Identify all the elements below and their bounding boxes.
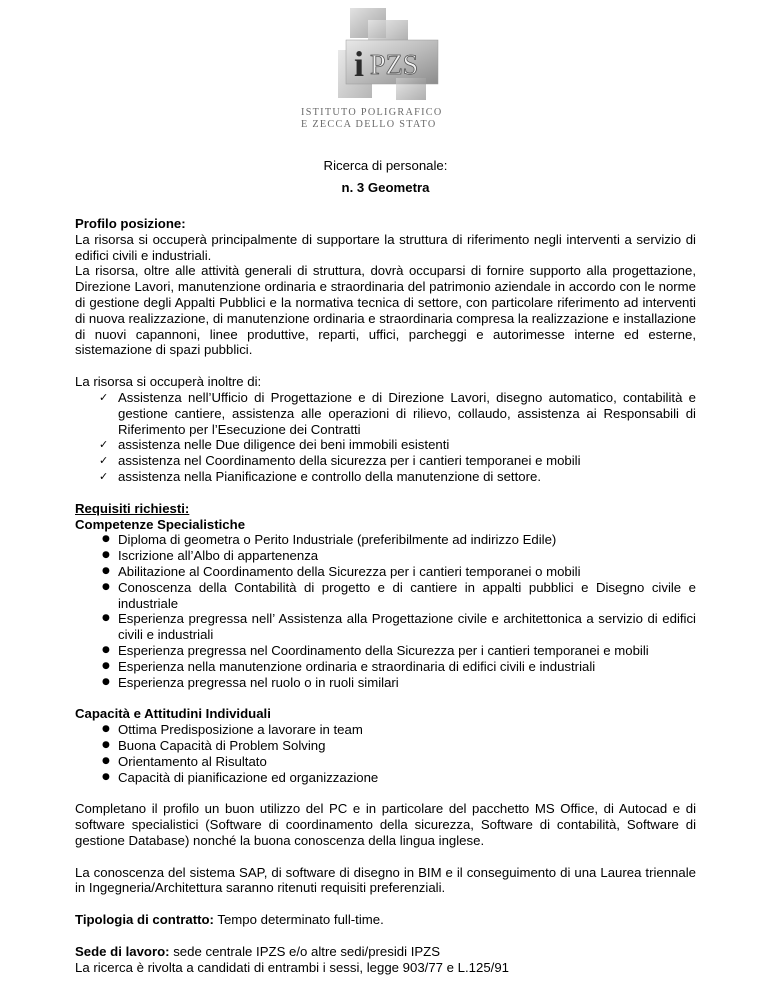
list-item: ● Esperienza pregressa nel Coordinamento della Sicurezza per i cantieri temporanei e mobili (102, 642, 649, 658)
check-icon: ✓ (99, 438, 109, 452)
check-icon: ✓ (99, 454, 109, 468)
bullet-icon: ● (102, 565, 110, 576)
list-item: ✓ Assistenza nell’Ufficio di Progettazione e di Direzione Lavori, disegno automatico, contabilità e gestione cantiere, assistenza alle operazioni di rilievo, collaudo, assistenza ai Responsabili di Riferimento per l’Esecuzione dei Contratti (99, 389, 696, 437)
profile-paragraph-2: La risorsa, oltre alle attività generali di struttura, dovrà occuparsi di fornire supporto alla progettazione, Direzione Lavori, manutenzione ordinaria e straordinaria del patrimonio aziendale in accordo con le norme di gestione degli Appalti Pubblici e la normativa tecnica di settore, con particolare riferimento ad interventi di nuova realizzazione, di manutenzione ordinaria e straordinaria compresa la realizzazione e installazione di nuovi capannoni, linee produttive, reparti, uffici, parcheggi e autorimesse interne ed esterne, sistemazione di spazi pubblici. (75, 263, 696, 358)
contract-line (75, 912, 696, 928)
bullet-icon: ● (102, 660, 110, 671)
list-item: ● Iscrizione all’Albo di appartenenza (102, 548, 319, 564)
ipzs-logo-mark (334, 6, 444, 102)
bullet-icon: ● (102, 724, 110, 735)
bullet-icon: ● (102, 613, 110, 624)
extra-paragraph-1: Completano il profilo un buon utilizzo del PC e in particolare del pacchetto MS Office, di Autocad e di software specialistici (Software di coordinamento della sicurezza, Software di contabilità, Software di gestione Database) nonché la buona conoscenza della lingua inglese. (75, 801, 696, 848)
check-icon: ✓ (99, 469, 109, 483)
list-item: ✓ assistenza nelle Due diligence dei beni immobili esistenti (99, 437, 450, 453)
tasks-list (75, 390, 696, 485)
list-item: ✓ assistenza nella Pianificazione e controllo della manutenzione di settore. (99, 468, 541, 484)
logo-name-line1: ISTITUTO POLIGRAFICO (301, 107, 443, 118)
list-item: ✓ assistenza nel Coordinamento della sicurezza per i cantieri temporanei e mobili (99, 453, 581, 469)
svg-text:PZS: PZS (370, 50, 419, 81)
list-item: ● Orientamento al Risultato (102, 753, 267, 769)
list-item: ● Conoscenza della Contabilità di progetto e di cantiere in appalti pubblici e Disegno civile e industriale (102, 579, 696, 611)
individual-heading: Capacità e Attitudini Individuali (75, 706, 271, 722)
bullet-icon: ● (102, 581, 110, 592)
equal-opportunity-note: La ricerca è rivolta a candidati di entrambi i sessi, legge 903/77 e L.125/91 (75, 959, 509, 975)
bullet-icon: ● (102, 739, 110, 750)
bullet-icon: ● (102, 534, 110, 545)
specialist-list (75, 532, 696, 690)
list-item: ● Abilitazione al Coordinamento della Sicurezza per i cantieri temporanei o mobili (102, 563, 581, 579)
location-value: sede centrale IPZS e/o altre sedi/presidi IPZS (169, 944, 441, 960)
bullet-icon: ● (102, 644, 110, 655)
position-title: n. 3 Geometra (341, 180, 430, 195)
logo-name-line2: E ZECCA DELLO STATO (301, 118, 437, 130)
requirements-heading: Requisiti richiesti: (75, 500, 190, 516)
list-item: ● Esperienza nella manutenzione ordinaria e straordinaria di edifici civili e industriali (102, 658, 596, 674)
list-item: ● Esperienza pregressa nell’ Assistenza alla Progettazione civile e architettonica a servizio di edifici civili e industriali (102, 611, 696, 643)
tasks-intro: La risorsa si occuperà inoltre di: (75, 374, 262, 390)
bullet-icon: ● (102, 550, 110, 561)
check-icon: ✓ (99, 390, 109, 404)
location-line (75, 944, 696, 960)
ipzs-logo (296, 6, 466, 130)
list-item: ● Esperienza pregressa nel ruolo o in ruoli similari (102, 674, 399, 690)
location-label: Sede di lavoro: (75, 944, 170, 960)
profile-heading: Profilo posizione: (75, 216, 186, 231)
contract-value: Tempo determinato full-time. (213, 912, 384, 928)
logo-institute-name (301, 107, 471, 130)
list-item: ● Diploma di geometra o Perito Industriale (preferibilmente ad indirizzo Edile) (102, 532, 557, 548)
document-heading (75, 158, 696, 202)
list-item: ● Ottima Predisposizione a lavorare in team (102, 722, 363, 738)
list-item: ● Capacità di pianificazione ed organizzazione (102, 769, 379, 785)
individual-list (75, 722, 696, 785)
extra-paragraph-2: La conoscenza del sistema SAP, di software di disegno in BIM e il conseguimento di una Laurea triennale in Ingegneria/Architettura saranno ritenuti requisiti preferenziali. (75, 864, 696, 896)
list-item: ● Buona Capacità di Problem Solving (102, 737, 326, 753)
contract-label: Tipologia di contratto: (75, 912, 214, 928)
document-body (75, 158, 696, 976)
svg-text:i: i (354, 44, 365, 84)
bullet-icon: ● (102, 676, 110, 687)
profile-paragraph-1: La risorsa si occuperà principalmente di supportare la struttura di riferimento negli interventi a servizio di edifici civili e industriali. (75, 231, 696, 263)
bullet-icon: ● (102, 755, 110, 766)
page-title: Ricerca di personale: (323, 158, 448, 173)
bullet-icon: ● (102, 771, 110, 782)
specialist-heading: Competenze Specialistiche (75, 516, 246, 532)
